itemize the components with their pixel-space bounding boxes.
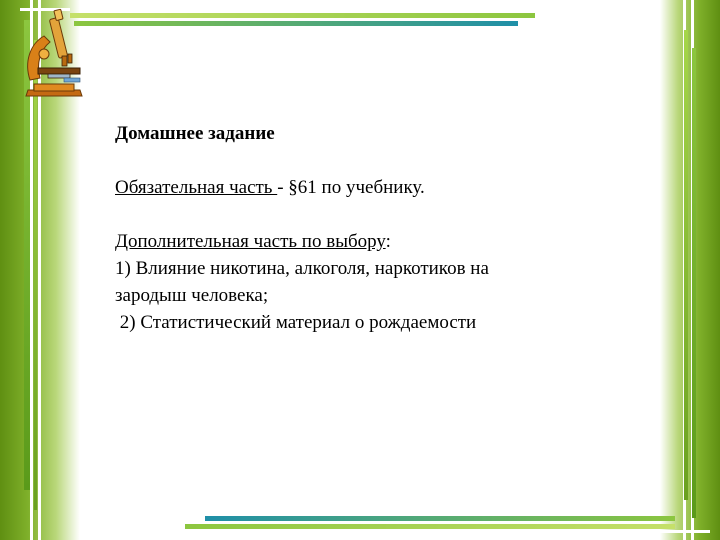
optional-part-label: Дополнительная часть по выбору bbox=[115, 231, 386, 252]
decor-line bbox=[205, 516, 675, 521]
decor-line bbox=[684, 30, 688, 500]
list-item: 2) Статистический материал о рождаемости bbox=[115, 312, 477, 333]
decor-line bbox=[692, 48, 696, 518]
decor-line bbox=[34, 40, 37, 510]
list-item: зародыш человека; bbox=[115, 285, 269, 306]
optional-part bbox=[115, 228, 675, 255]
page-title: Домашнее задание bbox=[115, 123, 275, 144]
decor-line bbox=[70, 13, 535, 18]
homework-content bbox=[115, 120, 675, 336]
microscope-icon bbox=[24, 6, 88, 98]
required-part bbox=[115, 174, 675, 201]
required-part-label: Обязательная часть bbox=[115, 177, 278, 198]
list-item: 1) Влияние никотина, алкоголя, наркотиков на bbox=[115, 258, 489, 279]
decor-line bbox=[185, 524, 675, 529]
optional-part-colon: : bbox=[385, 231, 391, 252]
required-part-text: - §61 по учебнику. bbox=[277, 177, 425, 198]
decor-line bbox=[74, 21, 518, 26]
decor-line bbox=[660, 530, 710, 533]
